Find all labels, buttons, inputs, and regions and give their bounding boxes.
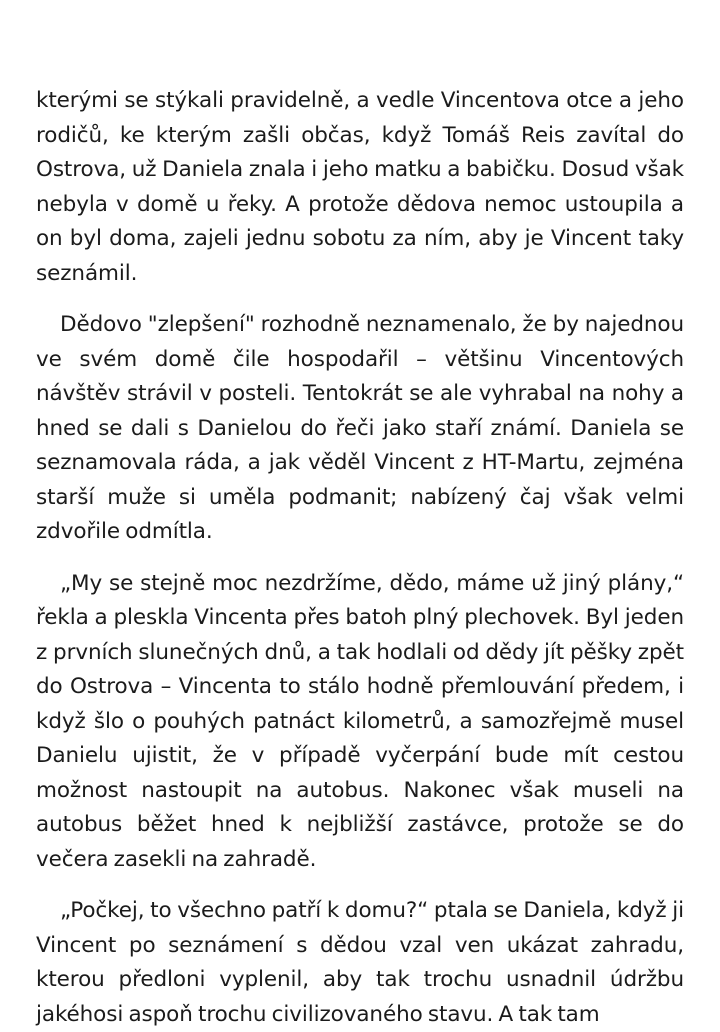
- paragraph: „My se stejně moc nezdržíme, dědo, máme už jiný plány,“ řekla a pleskla Vincenta přes batoh plný plechovek. Byl jeden z prvních slunečných dnů, a tak hodlali od dědy jít pěšky zpět do Ostrova – Vincenta to stálo hodně přemlouvání předem, i když šlo o pouhých patnáct kilometrů, a samozřejmě musel Danielu ujistit, že v případě vyčerpání bude mít cestou možnost nastoupit na autobus. Nakonec však museli na autobus běžet hned k nejbližší zastávce, protože se do večera zasekli na zahradě.: [36, 570, 684, 872]
- book-page: [36, 84, 684, 1032]
- paragraph: kterými se stýkali pravidelně, a vedle Vincentova otce a jeho rodičů, ke kterým zašli občas, když Tomáš Reis zavítal do Ostrova, už Daniela znala i jeho matku a babičku. Dosud však nebyla v domě u řeky. A protože dědova nemoc ustoupila a on byl doma, zajeli jednu sobotu za ním, aby je Vincent taky seznámil.: [36, 88, 684, 286]
- paragraph: „Počkej, to všechno patří k domu?“ ptala se Daniela, když ji Vincent po seznámení s dědou vzal ven ukázat zahradu, kterou předloni vyplenil, aby tak trochu usnadnil údržbu jakéhosi aspoň trochu civilizovaného stavu. A tak tam: [36, 898, 684, 1027]
- paragraph: Dědovo "zlepšení" rozhodně neznamenalo, že by najednou ve svém domě čile hospodařil – většinu Vincentových návštěv strávil v posteli. Tentokrát se ale vyhrabal na nohy a hned se dali s Danielou do řeči jako staří známí. Daniela se seznamovala ráda, a jak věděl Vincent z HT-Martu, zejména starší muže si uměla podmanit; nabízený čaj však velmi zdvořile odmítla.: [36, 312, 684, 544]
